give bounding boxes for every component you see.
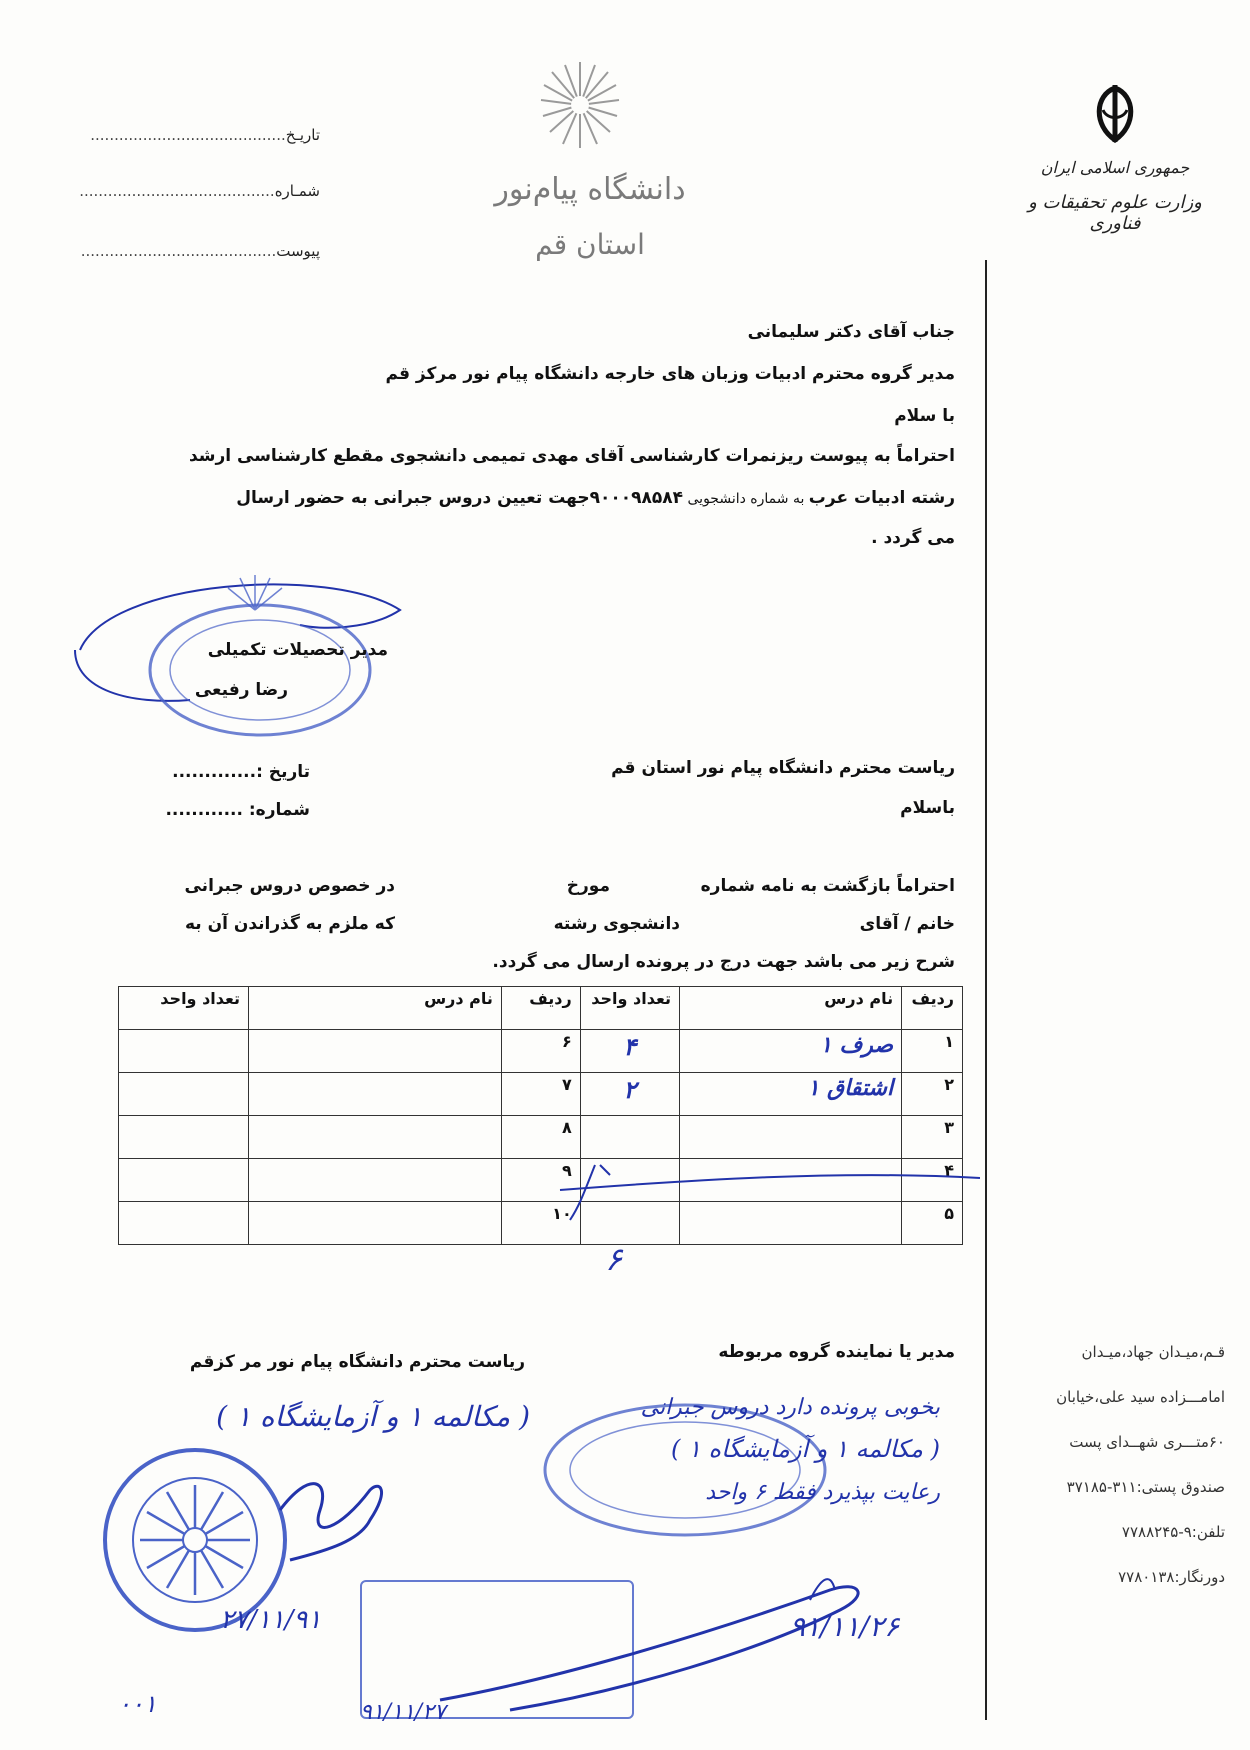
header-attachment-label: پیوست: [276, 242, 320, 260]
president-label: ریاست محترم دانشگاه پیام نور مر کزقم: [189, 1352, 525, 1372]
row-no: ۱۰: [501, 1202, 580, 1245]
header-number-field: شمـاره.........................................: [79, 182, 320, 200]
fax-number: دورنگار:۷۷۸۰۱۳۸: [1118, 1568, 1225, 1586]
row-no: ۲: [902, 1073, 963, 1116]
header-number-label: شمـاره: [274, 182, 320, 200]
letter-recipient: جناب آقای دکتر سلیمانی: [747, 322, 955, 342]
header-date-label: تاریـخ: [285, 126, 320, 144]
letter-body-line2: [236, 488, 955, 508]
handwritten-ref-number: ۰۰۱: [118, 1690, 157, 1718]
handwritten-left-note: ( مکالمه ۱ و آزمایشگاه ۱ ): [216, 1400, 530, 1433]
header-row-no-2: ردیف: [501, 987, 580, 1030]
row-no: ۵: [902, 1202, 963, 1245]
address-line: امامـــزاده سید علی،خیابان: [1056, 1388, 1225, 1406]
stamp-icon: [70, 570, 410, 760]
postal-box: صندوق پستی:۳۱۱-۳۷۱۸۵: [1066, 1478, 1225, 1496]
handwritten-strike: [540, 1150, 980, 1240]
letter-greeting: با سلام: [894, 406, 955, 426]
course-name: [249, 1030, 502, 1073]
row-no: ۷: [501, 1073, 580, 1116]
header-units-2: تعداد واحد: [119, 987, 249, 1030]
group-representative-label: مدیر یا نماینده گروه مربوطه: [718, 1342, 955, 1362]
table-row: [119, 1073, 963, 1116]
course-name: اشتقاق ۱: [679, 1073, 901, 1116]
header-row-no-1: ردیف: [902, 987, 963, 1030]
row-no: ۴: [902, 1159, 963, 1202]
handwritten-right-note-2: ( مکالمه ۱ و آزمایشگاه ۱ ): [670, 1435, 940, 1463]
graduate-studies-stamp: [70, 570, 410, 760]
university-logo: [540, 60, 620, 150]
course-units: [119, 1202, 249, 1245]
page-divider: [985, 260, 987, 1720]
letter-recipient-title: مدیر گروه محترم ادبیات وزبان های خارجه دانشگاه پیام نور مرکز قم: [385, 364, 955, 384]
sunburst-logo-icon: [540, 60, 620, 150]
row-no: ۸: [501, 1116, 580, 1159]
course-name: صرف ۱: [679, 1030, 901, 1073]
table-row: [119, 1030, 963, 1073]
letter-body-line1: احتراماً به پیوست ریزنمرات کارشناسی آقای مهدی تمیمی دانشجوی مقطع کارشناسی ارشد: [188, 446, 955, 466]
response-line1-a: احتراماً بازگشت به نامه شماره: [700, 876, 955, 896]
signature1-name: رضا رفیعی: [194, 680, 288, 700]
handwritten-total-units: ۶: [605, 1240, 623, 1278]
response-line3: شرح زیر می باشد جهت درج در پرونده ارسال می گردد.: [492, 952, 955, 972]
course-units: [119, 1030, 249, 1073]
course-units: ۲: [580, 1073, 679, 1116]
response-greeting: باسلام: [900, 798, 955, 818]
response-number-field: شماره: ............: [165, 800, 310, 820]
signature1-title: مدیر تحصیلات تکمیلی: [207, 640, 388, 660]
header-units-1: تعداد واحد: [580, 987, 679, 1030]
address-line: ۶۰متـــری شهــدای پست: [1069, 1433, 1225, 1451]
ministry-line1: جمهوری اسلامی ایران: [1040, 158, 1190, 177]
course-units: [119, 1073, 249, 1116]
row-no: ۹: [501, 1159, 580, 1202]
course-name: [249, 1159, 502, 1202]
response-line2-a: خانم / آقای: [859, 914, 955, 934]
header-course-name-1: نام درس: [679, 987, 901, 1030]
ministry-line2: وزارت علوم تحقیقات و فناوری: [1028, 192, 1202, 234]
row-no: ۶: [501, 1030, 580, 1073]
response-line2-b: دانشجوی رشته: [553, 914, 680, 934]
response-addressee: ریاست محترم دانشگاه پیام نور استان قم: [611, 758, 955, 778]
course-name: [249, 1073, 502, 1116]
address-line: قـم،میـدان جهاد،میـدان: [1081, 1343, 1225, 1361]
university-name: دانشگاه پیام‌نور: [494, 172, 686, 207]
iran-emblem: [1085, 80, 1145, 150]
course-units: ۴: [580, 1030, 679, 1073]
letter-student-id: ۹۰۰۰۹۸۵۸۴جهت تعیین دروس جبرانی به حضور ارسال: [236, 488, 684, 508]
letter-field: رشته ادبیات عرب: [808, 488, 955, 508]
course-name: [249, 1116, 502, 1159]
course-name: [249, 1202, 502, 1245]
course-units: [119, 1159, 249, 1202]
letter-body-line3: می گردد .: [871, 528, 955, 548]
header-date-field: تاریـخ.........................................: [90, 126, 320, 144]
emblem-icon: [1085, 80, 1145, 150]
phone-number: تلفن:۹-۷۷۸۸۲۴۵: [1121, 1523, 1225, 1541]
signature-scribble-left: [270, 1450, 400, 1570]
response-line2-c: که ملزم به گذراندن آن به: [184, 914, 395, 934]
response-date-field: تاریخ :.............: [172, 762, 310, 782]
header-attachment-field: پیوست.........................................: [80, 242, 320, 260]
handwritten-right-note-3: رعایت بپذیرد فقط ۶ واحد: [705, 1480, 940, 1505]
row-no: ۳: [902, 1116, 963, 1159]
course-units: [119, 1116, 249, 1159]
university-province: استان قم: [535, 228, 645, 261]
address-block: [995, 1330, 1225, 1600]
response-line1-c: در خصوص دروس جبرانی: [184, 876, 395, 896]
row-no: ۱: [902, 1030, 963, 1073]
handwritten-right-note-1: بخوبی پرونده دارد دروس جبرانی: [640, 1395, 940, 1420]
table-header-row: [119, 987, 963, 1030]
handwritten-date-right: ۹۱/۱۱/۲۶: [790, 1610, 900, 1643]
letter-student-id-label: به شماره دانشجویی: [683, 491, 809, 507]
handwritten-date-bottom: ۹۱/۱۱/۲۷: [360, 1700, 446, 1725]
header-course-name-2: نام درس: [249, 987, 502, 1030]
response-line1-b: مورخ: [566, 876, 610, 896]
handwritten-date-left: ۲۷/۱۱/۹۱: [220, 1605, 322, 1635]
